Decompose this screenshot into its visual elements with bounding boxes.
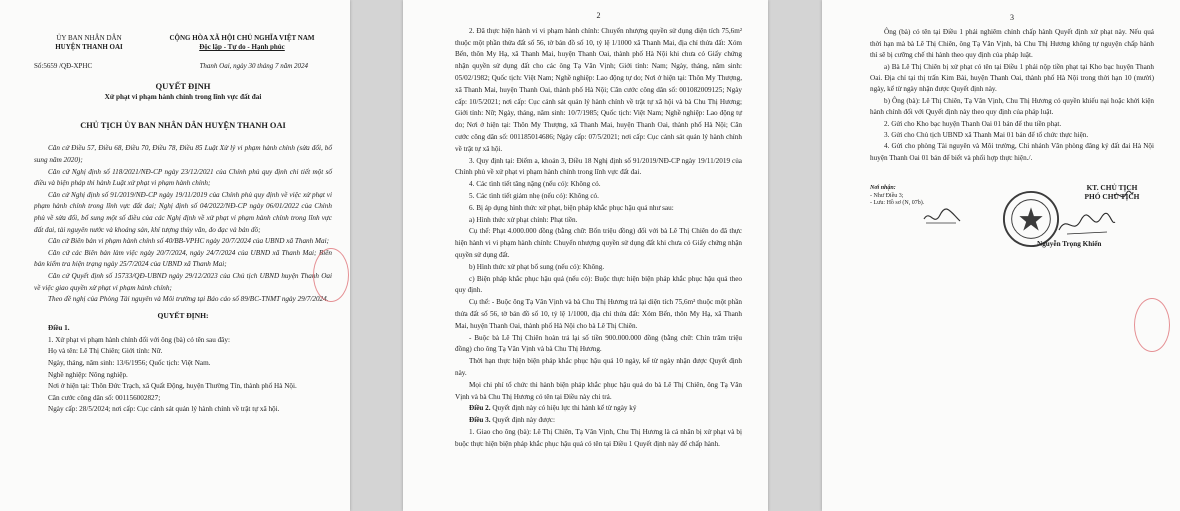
document-page-3 — [822, 0, 1180, 511]
paragraph: 3. Quy định tại: Điểm a, khoản 3, Điều 18 Nghị định số 91/2019/NĐ-CP ngày 19/11/2019 của Chính phủ về xử phạt vi phạm hành chính trong lĩnh vực đất đai. — [455, 156, 742, 177]
recipients-list — [870, 185, 924, 208]
initials-signature — [922, 205, 962, 229]
decision-heading: QUYẾT ĐỊNH: — [157, 310, 209, 320]
recipient: - Như Điều 3; — [870, 192, 904, 199]
issuing-authority — [34, 34, 144, 52]
paragraph: - Buộc bà Lê Thị Chiên hoàn trả lại số tiền 900.000.000 đồng (bằng chữ: Chín trăm triệu đồng) cho ông Tạ Văn Vịnh và bà Chu Thị Hương. — [455, 333, 742, 354]
paragraph: a) Hình thức xử phạt chính: Phạt tiền. — [469, 215, 578, 224]
authority-line-1: ỦY BAN NHÂN DÂN — [56, 34, 122, 42]
legal-basis: Căn cứ Điều 57, Điều 68, Điều 70, Điều 78, Điều 85 Luật Xử lý vi phạm hành chính (sửa đổi, bổ sung năm 2020); — [34, 144, 332, 164]
document-date: Thanh Oai, ngày 30 tháng 7 năm 2024 — [199, 62, 308, 70]
document-subtitle: Xử phạt vi phạm hành chính trong lĩnh vực đất đai — [104, 93, 262, 102]
document-page-1 — [0, 0, 350, 511]
header — [34, 34, 332, 52]
paragraph: 4. Gửi cho phòng Tài nguyên và Môi trường, Chi nhánh Văn phòng đăng ký đất đai Hà Nội huyện Thanh Oai 01 bản để biết và phối hợp thực hiện./. — [870, 142, 1154, 162]
page-number: 3 — [1010, 13, 1014, 22]
legal-basis: Căn cứ Nghị định số 118/2021/NĐ-CP ngày 23/12/2021 của Chính phủ quy định chi tiết một số điều và biện pháp thi hành Luật xử phạt vi phạm hành chính; — [34, 167, 332, 188]
paragraph: 1. Giao cho ông (bà): Lê Thị Chiên, Tạ Văn Vịnh, Chu Thị Hương là cá nhân bị xử phạt và bị buộc thực hiện biện pháp khắc phục hậu quả có tên tại Điều 1 Quyết định này để chấp hành. — [455, 427, 742, 448]
authority-heading: CHỦ TỊCH ỦY BAN NHÂN DÂN HUYỆN THANH OAI — [80, 120, 286, 130]
article-2-label: Điều 2. — [469, 404, 491, 413]
article-line: Ngày, tháng, năm sinh: 13/6/1956; Quốc tịch: Việt Nam. — [48, 359, 211, 368]
article-2-text: Quyết định này có hiệu lực thi hành kể từ ngày ký — [492, 404, 637, 413]
page-number: 2 — [596, 11, 601, 20]
recipients-label: Nơi nhận: — [870, 185, 896, 191]
paragraph: a) Bà Lê Thị Chiên bị xử phạt có tên tại Điều 1 phải nộp tiền phạt tại Kho bạc huyện Thanh Oai. Địa chỉ tại thị trấn Kim Bài, huyện Thanh Oai, thành phố Hà Nội trong thời hạn 10 (mười) ngày, kể từ ngày nhận được Quyết định này. — [870, 62, 1154, 94]
article-line: Họ và tên: Lê Thị Chiên; Giới tính: Nữ. — [48, 347, 163, 356]
document-page-2 — [403, 0, 768, 511]
signature-title-line-1: KT. CHỦ TỊCH — [1086, 183, 1138, 192]
legal-bases — [34, 143, 332, 305]
legal-basis: Căn cứ các Biên bản làm việc ngày 20/7/2024, ngày 24/7/2024 của UBND xã Thanh Mai; Biên bản kiểm tra hiện trạng ngày 25/7/2024 của UBND xã Thanh Mai; — [34, 248, 332, 269]
paragraph: Mọi chi phí tổ chức thi hành biện pháp khắc phục hậu quả do bà Lê Thị Chiên, ông Tạ Văn Vịnh và bà Chu Thị Hương có tên tại Điều này chi trả. — [455, 380, 742, 401]
red-margin-stamp — [313, 248, 349, 302]
paragraph: c) Biện pháp khắc phục hậu quả (nếu có): Buộc thực hiện biện pháp khắc phục hậu quả theo quy định. — [455, 274, 742, 295]
article-line: Ngày cấp: 28/5/2024; nơi cấp: Cục cảnh sát quản lý hành chính về trật tự xã hội. — [48, 405, 280, 414]
document-number: Số:5659 /QĐ-XPHC — [34, 62, 93, 70]
recipient: - Lưu: Hồ sơ (N, 07b). — [870, 200, 925, 206]
nation-name: CỘNG HÒA XÃ HỘI CHỦ NGHĨA VIỆT NAM — [169, 34, 315, 42]
article-2 — [455, 403, 742, 415]
document-title: QUYẾT ĐỊNH — [155, 80, 211, 91]
article-3 — [455, 415, 742, 427]
article-3-text: Quyết định này được: — [492, 416, 555, 425]
paragraph: b) Ông (bà): Lê Thị Chiên, Tạ Văn Vịnh, Chu Thị Hương có quyền khiếu nại hoặc khởi kiện hành chính đối với Quyết định này theo quy định của pháp luật. — [870, 96, 1154, 117]
red-margin-stamp — [1134, 298, 1170, 352]
paragraph: 5. Các tình tiết giảm nhẹ (nếu có): Không có. — [469, 191, 599, 200]
article-line: Căn cước công dân số: 001156002827; — [48, 393, 161, 402]
article-line: Nơi ở hiện tại: Thôn Đức Trạch, xã Quất Động, huyện Thường Tín, thành phố Hà Nội. — [48, 382, 297, 391]
paragraph: b) Hình thức xử phạt bổ sung (nếu có): Không. — [469, 262, 605, 271]
paragraph: 2. Đã thực hiện hành vi vi phạm hành chính: Chuyển nhượng quyền sử dụng diện tích 75,6m² thuộc một phần thửa đất số 56, tờ bản đồ số 10, tỷ lệ 1/1000 xã Thanh Mai, địa chỉ thửa đất: Xóm Bến, thôn My Hạ, xã Thanh Mai, huyện Thanh Oai, thành phố Hà Nội khi chưa có Giấy chứng nhận quyền sử dụng đất cho các ông Tạ Văn Vịnh; Giới tính: Nam; Ngày, tháng, năm sinh: 05/02/1982; Quốc tịch: Việt Nam; Nghề nghiệp: Lao động tự do; Nơi ở hiện tại: Thôn My Thượng, xã Thanh Mai, huyện Thanh Oai, thành phố Hà Nội; Căn cước công dân số: 001082009125; Ngày cấp: 10/5/2021; nơi cấp: Cục cảnh sát quản lý hành chính về trật tự xã hội và bà Chu Thị Hương; Giới tính: Nữ; Ngày, tháng, năm sinh: 10/7/1985; Quốc tịch: Việt Nam; Nghề nghiệp: Lao động tự do; Nơi ở hiện tại: Thôn My Thượng, xã Thanh Mai, huyện Thanh Oai, thành phố Hà Nội; Căn cước công dân số: 001185014686; Ngày cấp: 07/5/2021; nơi cấp: Cục cảnh sát quản lý hành chính về trật tự xã hội. — [455, 26, 742, 153]
authority-line-2: HUYỆN THANH OAI — [55, 43, 123, 51]
legal-basis: Căn cứ Biên bản vi phạm hành chính số 40/BB-VPHC ngày 20/7/2024 của UBND xã Thanh Mai; — [48, 237, 330, 246]
paragraph: Cụ thể: - Buộc ông Tạ Văn Vịnh và bà Chu Thị Hương trả lại diện tích 75,6m² thuộc một phần thửa đất số 56, tờ bản đồ số 10, tỷ lệ 1/1000, địa chỉ thửa đất: Xóm Bến, thôn My Hạ, xã Thanh Mai, huyện Thanh Oai, thành phố Hà Nội cho bà Lê Thị Chiên. — [455, 298, 742, 330]
paragraph: Thời hạn thực hiện biện pháp khắc phục hậu quả 10 ngày, kể từ ngày nhận được Quyết định này. — [455, 357, 742, 377]
signature-title-line-2: PHÓ CHỦ TỊCH — [1084, 192, 1140, 201]
legal-basis: Căn cứ Quyết định số 15733/QĐ-UBND ngày 29/12/2023 của Chủ tịch UBND huyện Thanh Oai về việc giao quyền xử phạt vi phạm hành chính; — [34, 271, 332, 292]
article-line: Nghề nghiệp: Nông nghiệp. — [48, 370, 128, 379]
article-1-label: Điều 1. — [48, 324, 70, 333]
legal-basis: Căn cứ Nghị định số 91/2019/NĐ-CP ngày 19/11/2019 của Chính phủ quy định về việc xử phạt vi phạm hành chính trong lĩnh vực đất đai; Nghị định số 04/2022/NĐ-CP ngày 06/01/2022 của Chính phủ về sửa đổi, bổ sung một số điều của các Nghị định về xử phạt vi phạm hành chính trong lĩnh vực đất đai, tài nguyên nước và khoáng sản, khí tượng thủy văn, đo đạc và bản đồ; — [34, 190, 332, 234]
legal-basis: Theo đề nghị của Phòng Tài nguyên và Môi trường tại Báo cáo số 89/BC-TNMT ngày 29/7/2024. — [48, 295, 329, 304]
national-motto — [152, 34, 332, 52]
paragraph: Ông (bà) có tên tại Điều 1 phải nghiêm chỉnh chấp hành Quyết định xử phạt này. Nếu quá thời hạn mà bà Lê Thị Chiên, ông Tạ Văn Vịnh, bà Chu Thị Hương không tự nguyện chấp hành thì sẽ bị cưỡng chế thi hành theo quy định của pháp luật. — [870, 28, 1154, 60]
motto: Độc lập - Tự do - Hạnh phúc — [199, 43, 285, 51]
paragraph: 3. Gửi cho Chủ tịch UBND xã Thanh Mai 01 bản để tổ chức thực hiện. — [884, 131, 1089, 140]
paragraph: Cụ thể: Phạt 4.000.000 đồng (bằng chữ: Bốn triệu đồng) đối với bà Lê Thị Chiên do đã thực hiện hành vi vi phạm hành chính: Chuyển nhượng quyền sử dụng đất khi chưa có Giấy chứng nhận quyền sử dụng đất. — [455, 227, 742, 259]
article-line: 1. Xử phạt vi phạm hành chính đối với ông (bà) có tên sau đây: — [48, 335, 230, 344]
paragraph: 6. Bị áp dụng hình thức xử phạt, biện pháp khắc phục hậu quả như sau: — [469, 203, 674, 212]
approval-mark-icon — [1112, 188, 1134, 204]
paragraph: 2. Gửi cho Kho bạc huyện Thanh Oai 01 bản để thu tiền phạt. — [884, 119, 1062, 128]
paragraph: 4. Các tình tiết tăng nặng (nếu có): Không có. — [469, 180, 601, 189]
signer-name: Nguyễn Trọng Khiển — [1037, 240, 1102, 248]
official-signature — [1057, 212, 1117, 238]
article-3-label: Điều 3. — [469, 416, 491, 425]
